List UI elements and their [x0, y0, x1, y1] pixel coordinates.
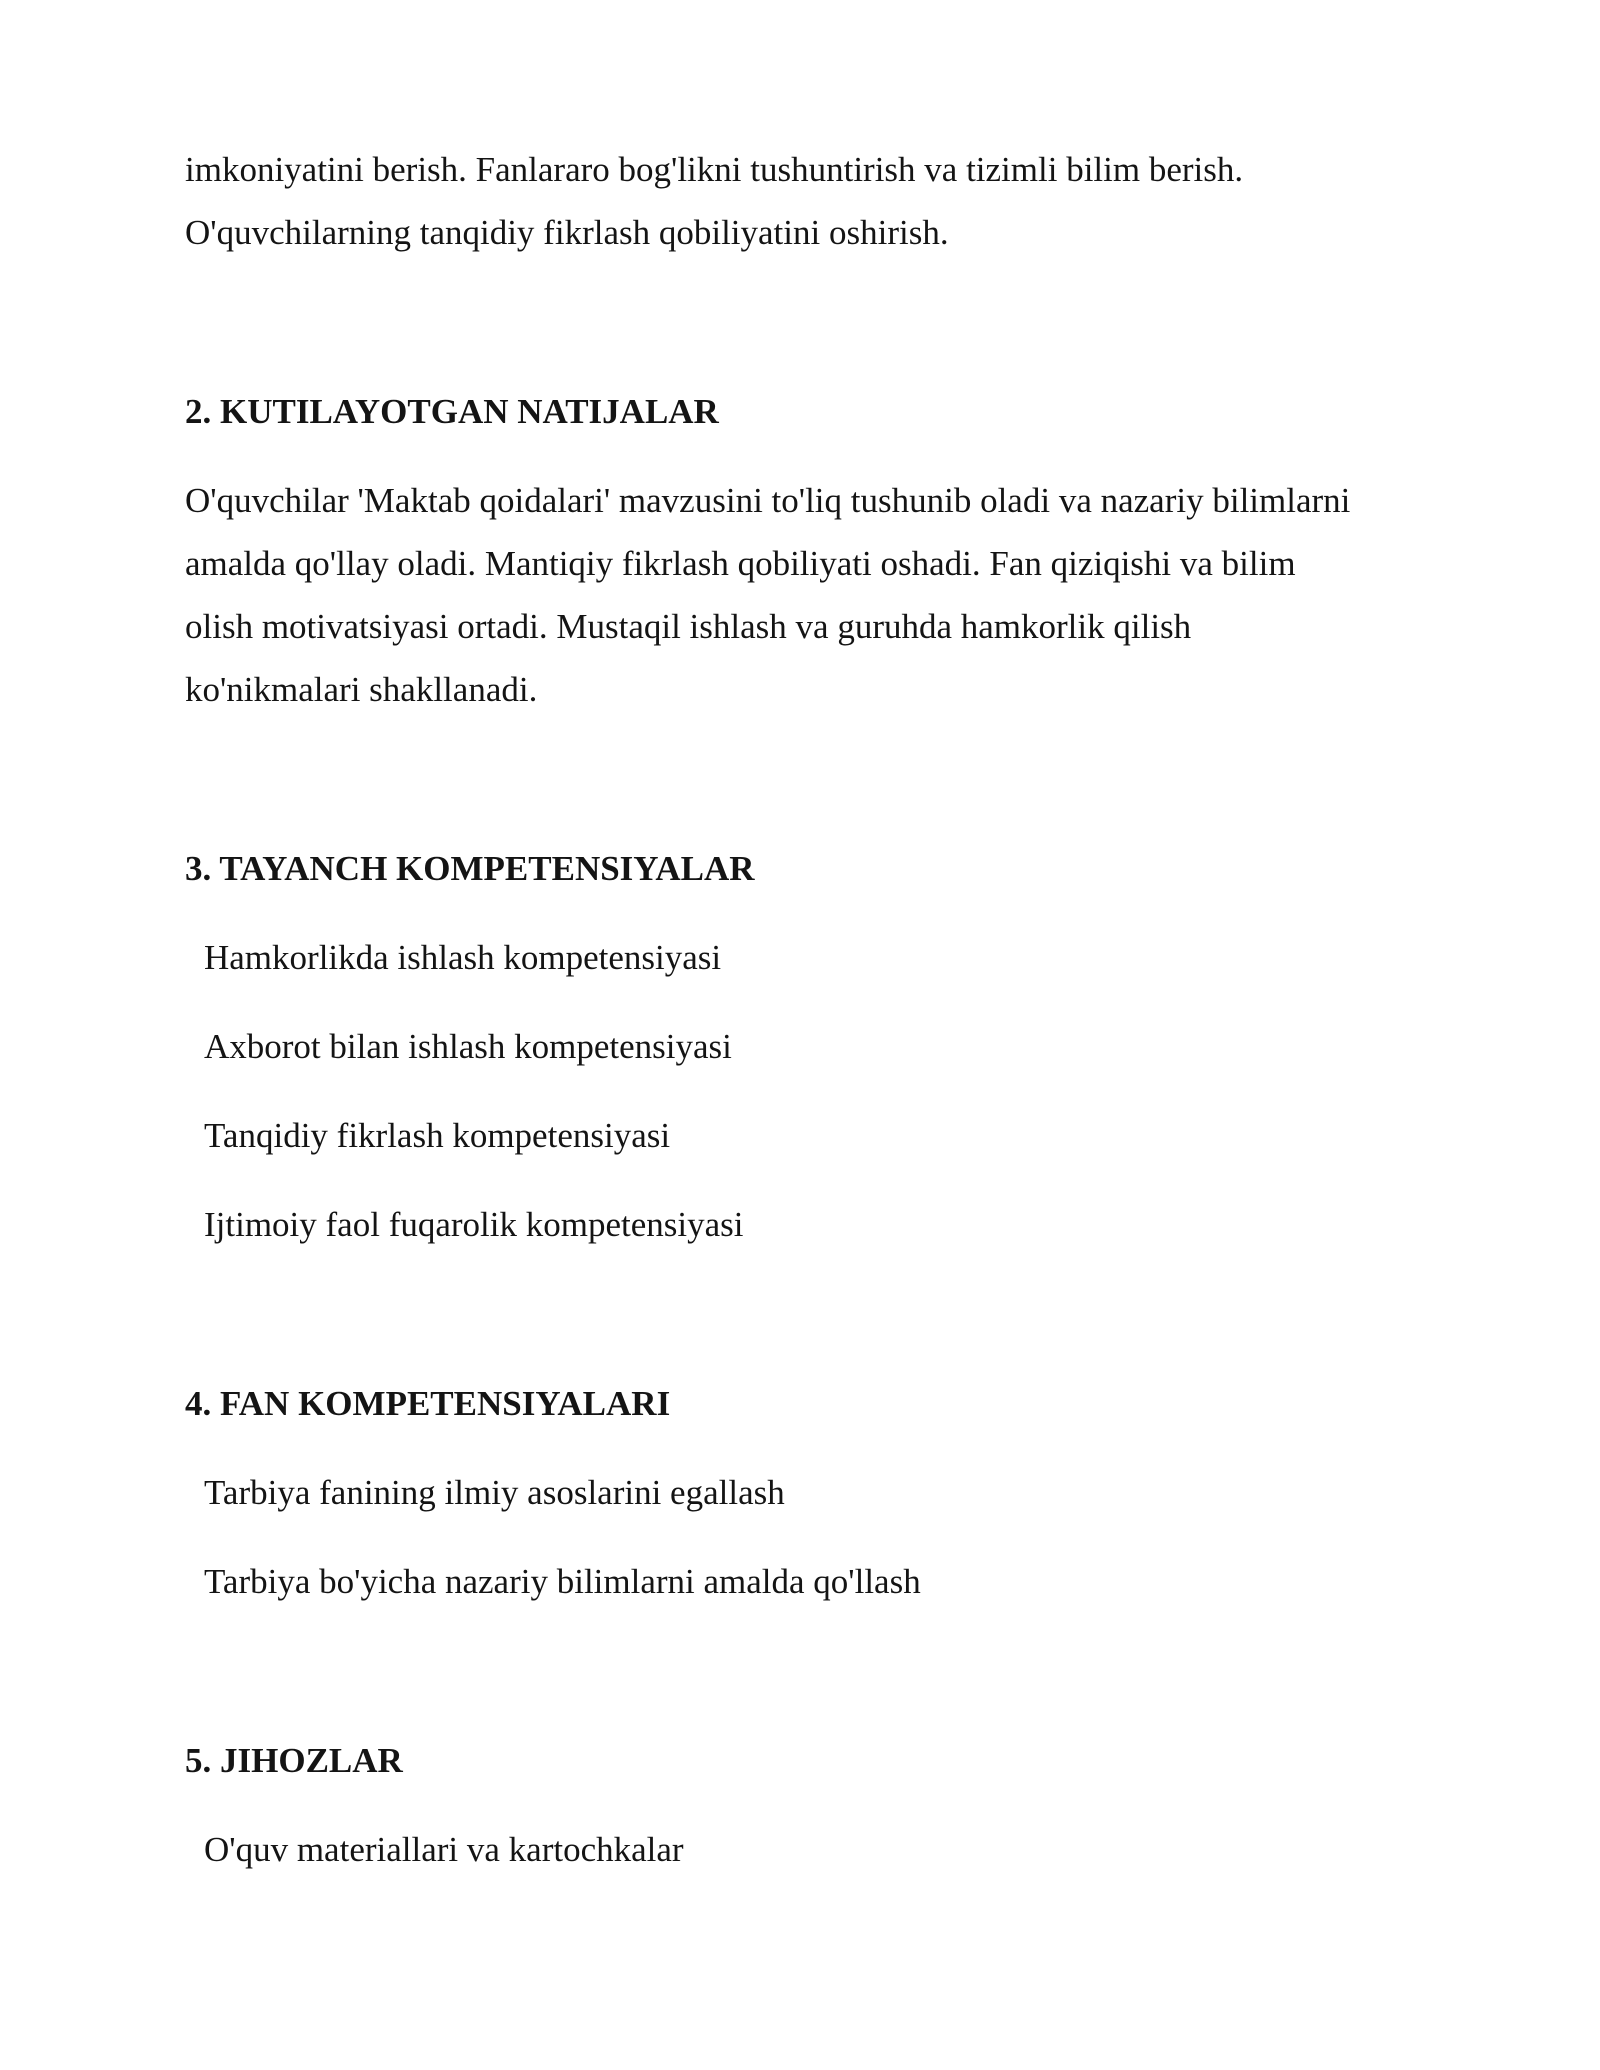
list-item: Ijtimoiy faol fuqarolik kompetensiyasi [204, 1205, 744, 1244]
intro-line-2: O'quvchilarning tanqidiy fikrlash qobiliyatini oshirish. [185, 213, 949, 252]
list-item: Tarbiya bo'yicha nazariy bilimlarni amalda qo'llash [204, 1562, 921, 1601]
section-heading-subject-competencies: 4. FAN KOMPETENSIYALARI [185, 1384, 671, 1423]
list-item: Tarbiya fanining ilmiy asoslarini egallash [204, 1473, 785, 1512]
list-item: Axborot bilan ishlash kompetensiyasi [204, 1027, 732, 1066]
results-line-2: amalda qo'llay oladi. Mantiqiy fikrlash qobiliyati oshadi. Fan qiziqishi va bilim [185, 544, 1296, 583]
intro-line-1: imkoniyatini berish. Fanlararo bog'likni tushuntirish va tizimli bilim berish. [185, 150, 1244, 189]
results-line-3: olish motivatsiyasi ortadi. Mustaqil ishlash va guruhda hamkorlik qilish [185, 607, 1192, 646]
section-heading-equipment: 5. JIHOZLAR [185, 1741, 403, 1780]
list-item: Hamkorlikda ishlash kompetensiyasi [204, 938, 722, 977]
section-heading-core-competencies: 3. TAYANCH KOMPETENSIYALAR [185, 849, 755, 888]
list-item: O'quv materiallari va kartochkalar [204, 1830, 684, 1869]
list-item: Tanqidiy fikrlash kompetensiyasi [204, 1116, 671, 1155]
section-heading-expected-results: 2. KUTILAYOTGAN NATIJALAR [185, 392, 719, 431]
results-line-1: O'quvchilar 'Maktab qoidalari' mavzusini to'liq tushunib oladi va nazariy bilimlarni [185, 481, 1351, 520]
results-line-4: ko'nikmalari shakllanadi. [185, 670, 538, 709]
